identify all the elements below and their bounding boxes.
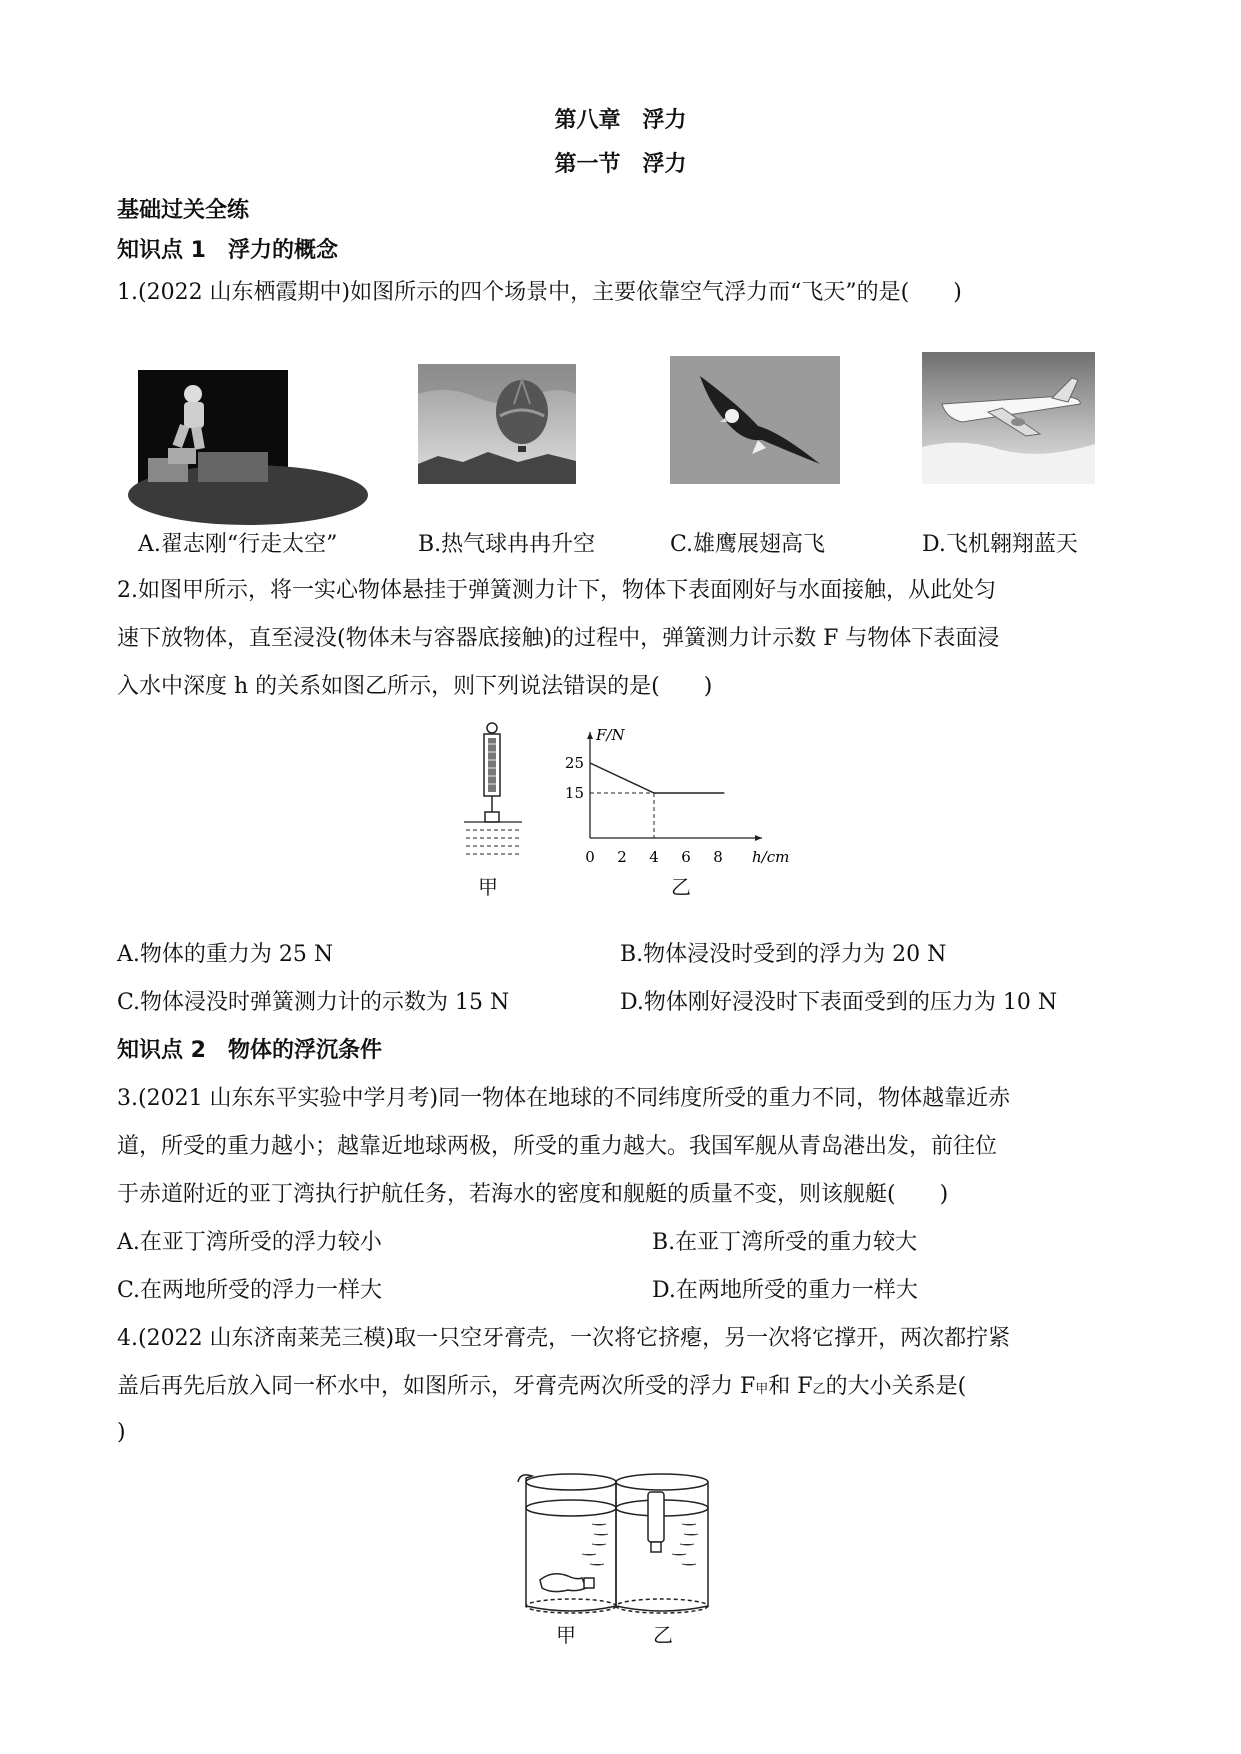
hot-air-balloon-photo <box>418 364 576 484</box>
question-2-line-3: 入水中深度 h 的关系如图乙所示，则下列说法错误的是( ) <box>117 674 713 699</box>
x-tick-label: 0 <box>585 848 595 866</box>
y-axis-arrow <box>587 732 593 739</box>
airplane-photo <box>922 352 1095 484</box>
fig2-right-label: 乙 <box>671 875 691 899</box>
q1-option-a: A.翟志刚“行走太空” <box>138 532 338 557</box>
q4-subscript-yi: 乙 <box>812 1382 826 1397</box>
eagle-photo <box>670 356 840 484</box>
question-4-line-2 <box>117 1372 966 1405</box>
fig4-right-label: 乙 <box>653 1623 673 1647</box>
q3-option-b: B.在亚丁湾所受的重力较大 <box>652 1230 918 1255</box>
force-depth-chart <box>550 726 790 878</box>
astronaut-photo <box>138 370 288 485</box>
x-tick-label: 2 <box>617 848 627 866</box>
q4-text-part-2: 和 F <box>768 1374 813 1399</box>
x-tick-label: 8 <box>713 848 723 866</box>
force-line <box>590 763 724 793</box>
question-3-line-1: 3.(2021 山东东平实验中学月考)同一物体在地球的不同纬度所受的重力不同，物体越靠近赤 <box>117 1086 1011 1111</box>
x-axis-arrow <box>755 835 762 841</box>
y-tick-label: 15 <box>564 784 584 802</box>
question-4-line-3: ) <box>117 1420 126 1445</box>
q4-text-part-3: 的大小关系是( <box>825 1374 967 1399</box>
section-title: 第一节 浮力 <box>554 152 687 177</box>
fig4-left-label: 甲 <box>556 1623 576 1647</box>
q1-option-d: D.飞机翱翔蓝天 <box>922 532 1078 557</box>
chapter-title: 第八章 浮力 <box>554 108 687 133</box>
q1-option-c: C.雄鹰展翅高飞 <box>670 532 826 557</box>
q2-option-d: D.物体刚好浸没时下表面受到的压力为 10 N <box>620 990 1058 1015</box>
part-heading: 基础过关全练 <box>117 198 250 223</box>
fig2-left-label: 甲 <box>478 875 498 899</box>
question-2-line-1: 2.如图甲所示，将一实心物体悬挂于弹簧测力计下，物体下表面刚好与水面接触，从此处匀 <box>117 578 996 603</box>
q4-subscript-jia: 甲 <box>755 1382 769 1397</box>
q2-option-b: B.物体浸没时受到的浮力为 20 N <box>620 942 947 967</box>
x-tick-label: 6 <box>681 848 691 866</box>
q3-option-d: D.在两地所受的重力一样大 <box>652 1278 918 1303</box>
knowledge-point-2: 知识点 2 物体的浮沉条件 <box>117 1038 382 1063</box>
q3-option-c: C.在两地所受的浮力一样大 <box>117 1278 383 1303</box>
q2-option-a: A.物体的重力为 25 N <box>117 942 334 967</box>
y-axis-label: F/N <box>596 726 625 744</box>
question-1-stem: 1.(2022 山东栖霞期中)如图所示的四个场景中，主要依靠空气浮力而“飞天”的是( ) <box>117 280 962 305</box>
q4-text-part-1: 盖后再先后放入同一杯水中，如图所示，牙膏壳两次所受的浮力 F <box>117 1374 756 1399</box>
x-tick-label: 4 <box>649 848 659 866</box>
q2-option-c: C.物体浸没时弹簧测力计的示数为 15 N <box>117 990 510 1015</box>
question-3-line-3: 于赤道附近的亚丁湾执行护航任务，若海水的密度和舰艇的质量不变，则该舰艇( ) <box>117 1182 949 1207</box>
x-axis-label: h/cm <box>752 848 790 866</box>
knowledge-point-1: 知识点 1 浮力的概念 <box>117 238 338 263</box>
y-tick-label: 25 <box>564 754 584 772</box>
q3-option-a: A.在亚丁湾所受的浮力较小 <box>117 1230 382 1255</box>
q1-option-b: B.热气球冉冉升空 <box>418 532 596 557</box>
question-2-line-2: 速下放物体，直至浸没(物体未与容器底接触)的过程中，弹簧测力计示数 F 与物体下表面浸 <box>117 626 1000 651</box>
question-3-line-2: 道，所受的重力越小；越靠近地球两极，所受的重力越大。我国军舰从青岛港出发，前往位 <box>117 1134 998 1159</box>
question-4-line-1: 4.(2022 山东济南莱芜三模)取一只空牙膏壳，一次将它挤瘪，另一次将它撑开，两次都拧紧 <box>117 1326 1011 1351</box>
two-beakers-figure <box>512 1468 742 1618</box>
